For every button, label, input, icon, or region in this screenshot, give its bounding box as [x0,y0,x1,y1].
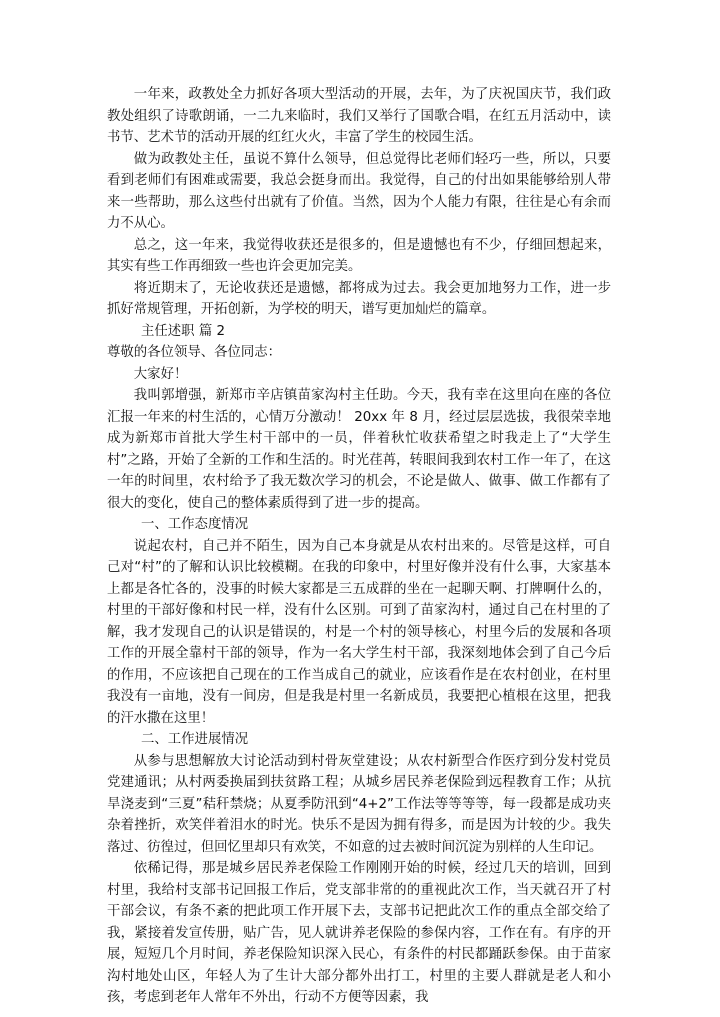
document-page [107,84,611,1009]
paragraph: 我叫郭增强，新郑市辛店镇苗家沟村主任助。今天，我有幸在这里向在座的各位汇报一年来的村生活的，心情万分激动！ 20xx 年 8 月，经过层层选拔，我很荣幸地成为新郑市首批大学生村干部中的一员，伴着秋忙收获希望之时我走上了“大学生村”之路，开始了全新的工作和生活的。时光荏苒，转眼间我到农村工作一年了，在这一年的时间里，农村给予了我无数次学习的机会，不论是做人、做事、做工作都有了很大的变化，使自己的整体素质得到了进一步的提高。 [107,388,611,511]
heading-work-progress: 二、工作进展情况 [141,732,249,747]
section-title: 主任述职 篇 2 [141,323,225,339]
paragraph: 做为政教处主任，虽说不算什么领导，但总觉得比老师们轻巧一些，所以，只要看到老师们有困难或需要，我总会挺身而出。我觉得，自己的付出如果能够给别人带来一些帮助，那么这些付出就有了价值。当然，因为个人能力有限，往往是心有余而力不从心。 [107,151,611,231]
heading-work-attitude: 一、工作态度情况 [141,517,249,532]
salutation: 尊敬的各位领导、各位同志： [107,345,282,360]
paragraph: 说起农村，自己并不陌生，因为自己本身就是从农村出来的。尽管是这样，可自己对“村”的了解和认识比较模糊。在我的印象中，村里好像并没有什么事，大家基本上都是各忙各的，没事的时候大家都是三五成群的坐在一起聊天啊、打牌啊什么的，村里的干部好像和村民一样，没有什么区别。可到了苗家沟村，通过自己在村里的了解，我才发现自己的认识是错误的，村是一个村的领导核心，村里今后的发展和各项工作的开展全靠村干部的领导，作为一名大学生村干部，我深刻地体会到了自己今后的作用，不应该把自己现在的工作当成自己的就业，应该看作是在农村创业，在村里我没有一亩地，没有一间房，但是我是村里一名新成员，我要把心植根在这里，把我的汗水撒在这里！ [107,538,611,726]
paragraph: 一年来，政教处全力抓好各项大型活动的开展，去年，为了庆祝国庆节，我们政教处组织了诗歌朗诵，一二九来临时，我们又举行了国歌合唱，在红五月活动中，读书节、艺术节的活动开展的红红火火，丰富了学生的校园生活。 [107,87,611,145]
paragraph: 依稀记得，那是城乡居民养老保险工作刚刚开始的时候，经过几天的培训，回到村里，我给村支部书记回报工作后，党支部非常的的重视此次工作，当天就召开了村干部会议，有条不紊的把此项工作开展下去，支部书记把此次工作的重点全部交给了我，紧接着发宣传册，贴广告，见人就讲养老保险的参保内容，工作在有。有序的开展，短短几个月时间，养老保险知识深入民心，有条件的村民都踊跃参保。由于苗家沟村地处山区，年轻人为了生计大部分都外出打工，村里的主要人群就是老人和小孩，考虑到老年人常年不外出，行动不方便等因素，我 [107,861,611,1005]
greeting: 大家好！ [133,366,188,382]
paragraph: 从参与思想解放大讨论活动到村骨灰堂建设；从农村新型合作医疗到分发村党员党建通讯；从村两委换届到扶贫路工程；从城乡居民养老保险到远程教育工作；从抗旱浇麦到“三夏”秸秆禁烧；从夏季防汛到“4+2”工作法等等等等，每一段都是成功夹杂着挫折，欢笑伴着泪水的时光。快乐不是因为拥有得多，而是因为计较的少。我失落过、彷徨过，但回忆里却只有欢笑，不如意的过去被时间沉淀为别样的人生印记。 [107,753,611,855]
paragraph: 总之，这一年来，我觉得收获还是很多的，但是遗憾也有不少，仔细回想起来，其实有些工作再细致一些也许会更加完美。 [107,237,611,274]
paragraph: 将近期末了，无论收获还是遗憾，都将成为过去。我会更加地努力工作，进一步抓好常规管理，开拓创新，为学校的明天，谱写更加灿烂的篇章。 [107,280,611,317]
